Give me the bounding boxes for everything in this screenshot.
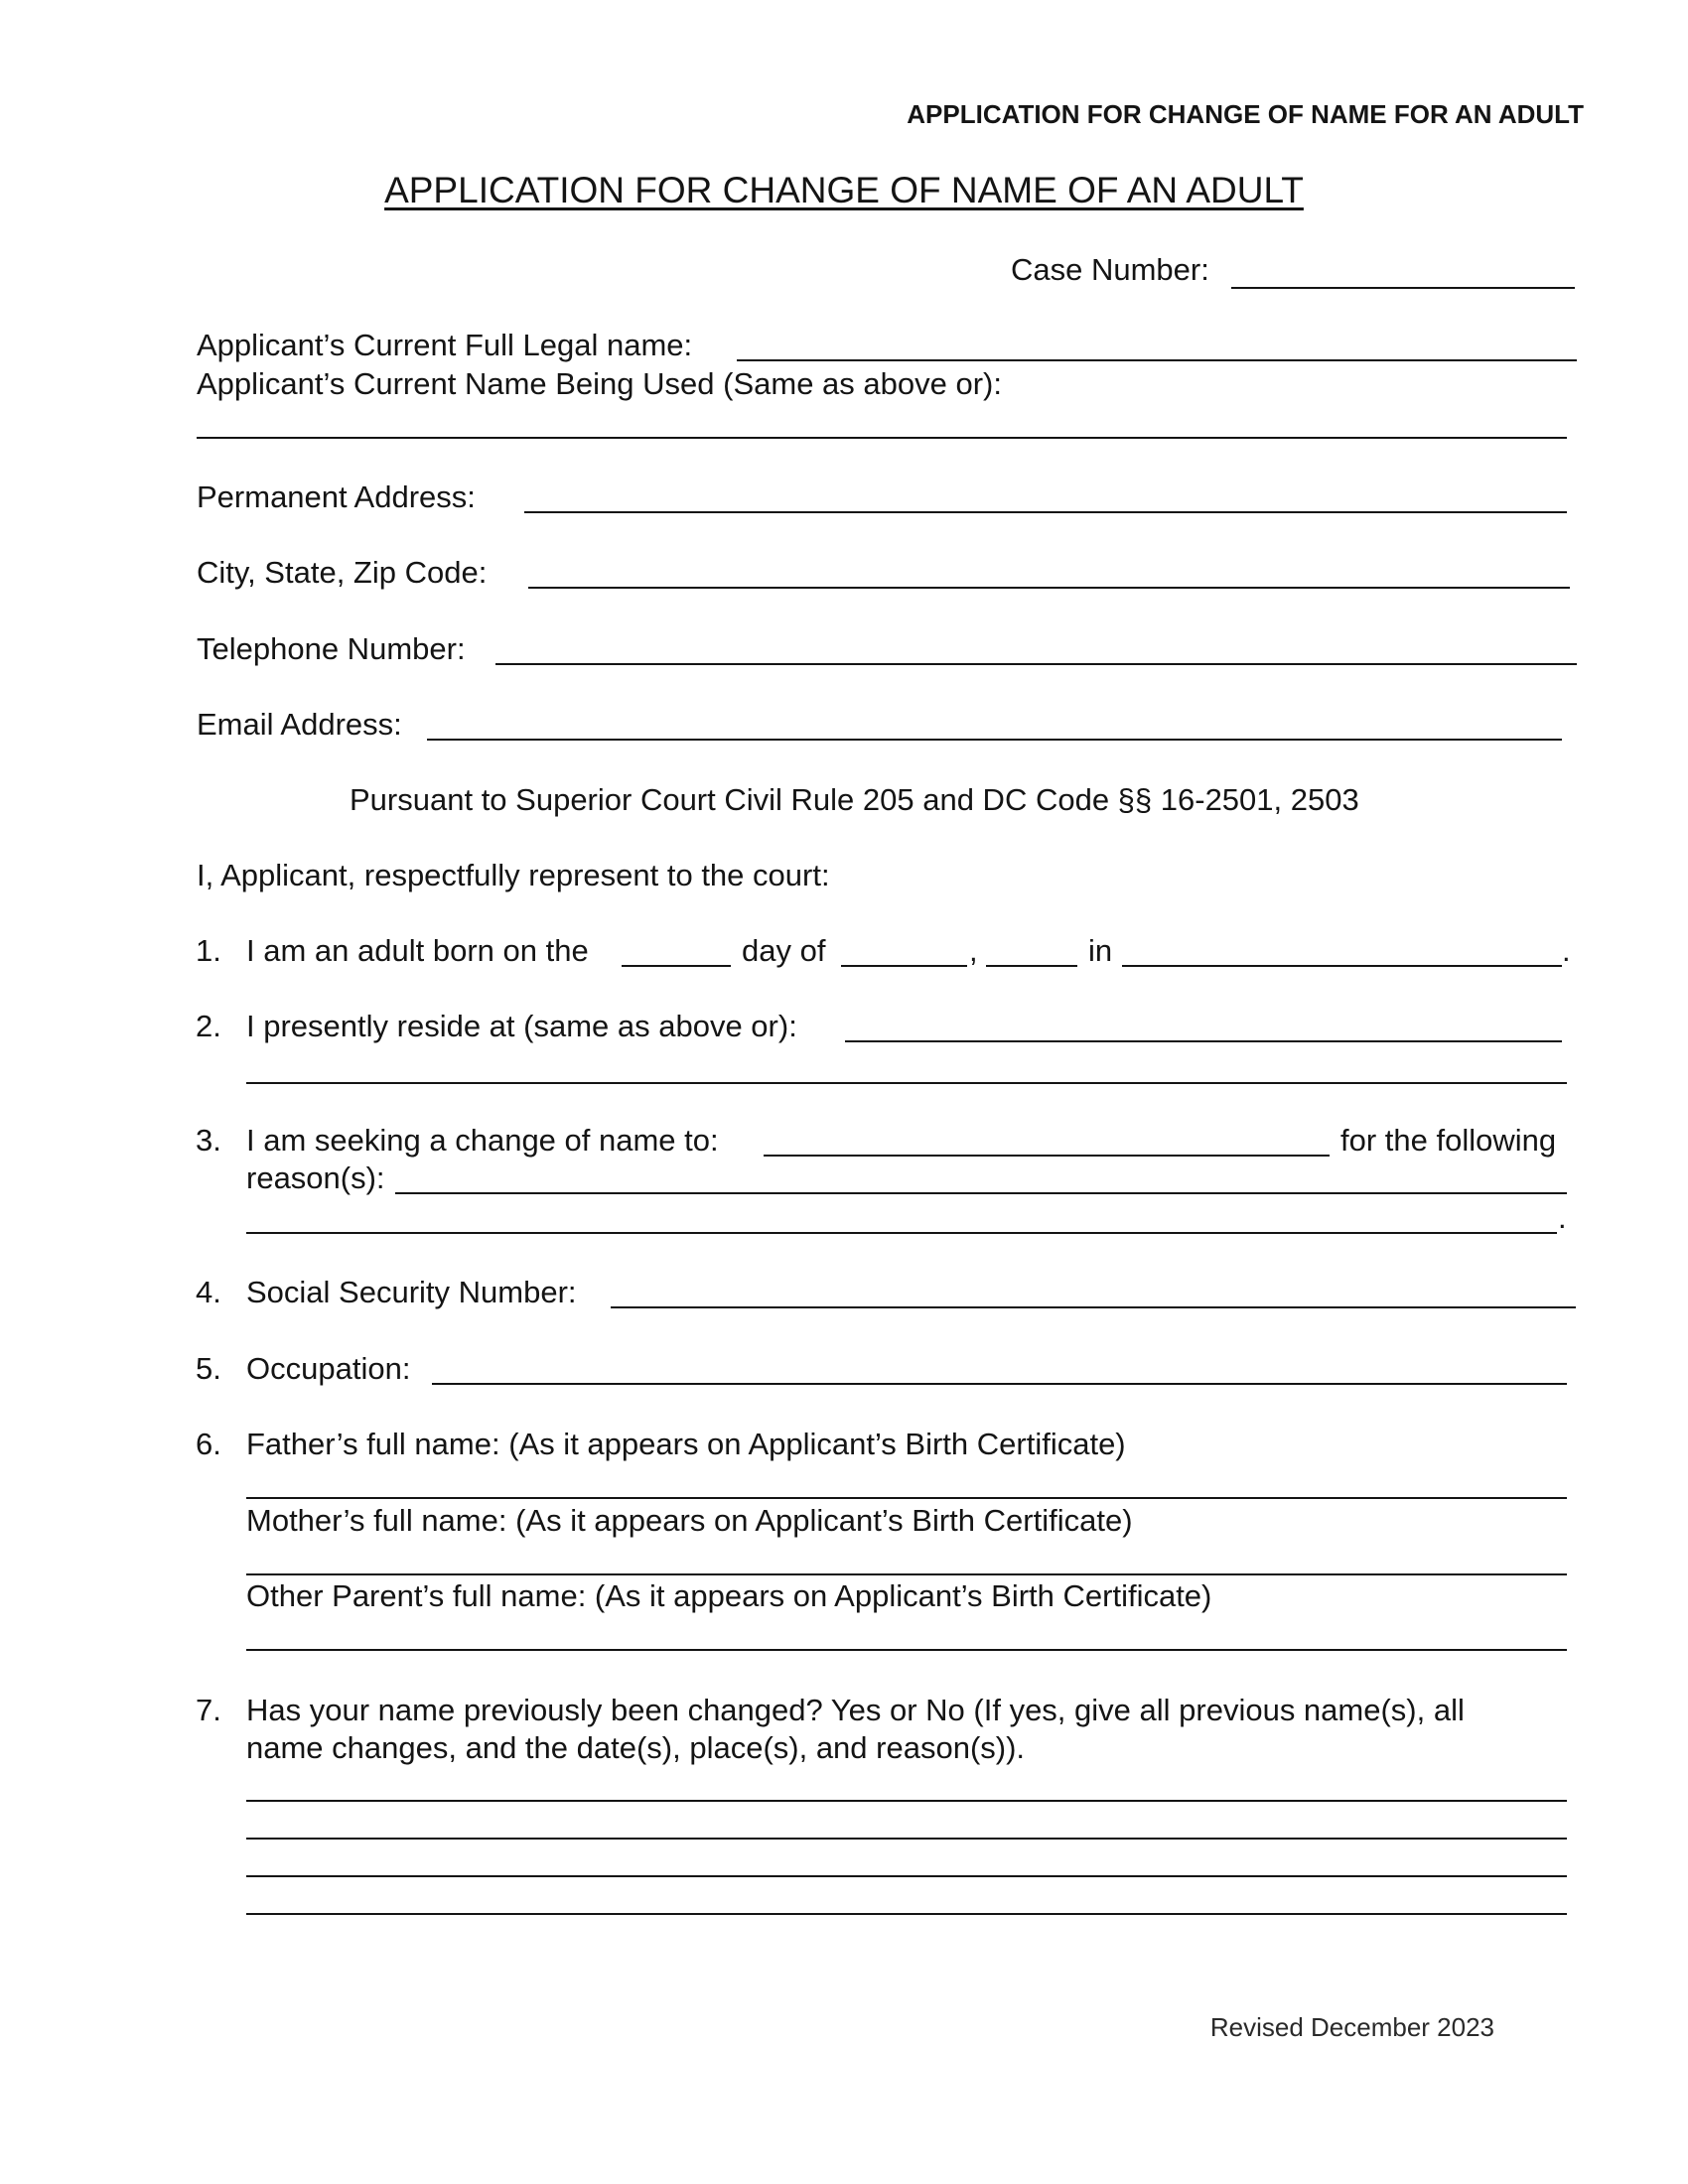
- item-3-reasons-label: reason(s):: [246, 1160, 385, 1195]
- item-1-comma: ,: [969, 933, 978, 968]
- item-1-day-of: day of: [742, 933, 826, 968]
- item-6-number: 6.: [196, 1427, 221, 1461]
- pursuant-statement: Pursuant to Superior Court Civil Rule 205 and DC Code §§ 16-2501, 2503: [350, 782, 1359, 817]
- previous-names-field-4[interactable]: [246, 1913, 1567, 1915]
- current-legal-name-label: Applicant’s Current Full Legal name:: [197, 328, 693, 362]
- reasons-field-1[interactable]: [395, 1192, 1567, 1194]
- item-3-text: I am seeking a change of name to:: [246, 1123, 719, 1158]
- item-7-number: 7.: [196, 1693, 221, 1727]
- current-legal-name-field[interactable]: [737, 359, 1577, 361]
- item-2-text: I presently reside at (same as above or):: [246, 1009, 797, 1043]
- previous-names-field-2[interactable]: [246, 1838, 1567, 1840]
- item-2-number: 2.: [196, 1009, 221, 1043]
- case-number-field[interactable]: [1231, 287, 1575, 289]
- email-field[interactable]: [427, 739, 1562, 741]
- permanent-address-field[interactable]: [524, 511, 1567, 513]
- item-3-number: 3.: [196, 1123, 221, 1158]
- father-name-label: Father’s full name: (As it appears on Applicant’s Birth Certificate): [246, 1427, 1126, 1461]
- form-title: APPLICATION FOR CHANGE OF NAME OF AN ADULT: [384, 170, 1304, 210]
- birth-year-field[interactable]: [986, 965, 1077, 967]
- ssn-field[interactable]: [611, 1306, 1576, 1308]
- item-7-question: Has your name previously been changed? Yes or No (If yes, give all previous name(s), all: [246, 1693, 1465, 1727]
- other-parent-name-field[interactable]: [246, 1649, 1567, 1651]
- current-name-used-label: Applicant’s Current Name Being Used (Same as above or):: [197, 366, 1002, 401]
- previous-names-field-1[interactable]: [246, 1800, 1567, 1802]
- city-state-zip-label: City, State, Zip Code:: [197, 555, 488, 590]
- item-1-period: .: [1562, 933, 1571, 968]
- item-7-question-cont: name changes, and the date(s), place(s), and reason(s)).: [246, 1730, 1026, 1765]
- item-1-number: 1.: [196, 933, 221, 968]
- item-1-text: I am an adult born on the: [246, 933, 589, 968]
- occupation-field[interactable]: [432, 1383, 1567, 1385]
- revision-date: Revised December 2023: [1209, 2012, 1494, 2042]
- item-5-number: 5.: [196, 1351, 221, 1386]
- birth-month-field[interactable]: [841, 965, 967, 967]
- item-3-period: .: [1558, 1200, 1567, 1235]
- mother-name-label: Mother’s full name: (As it appears on Applicant’s Birth Certificate): [246, 1503, 1133, 1538]
- other-parent-name-label: Other Parent’s full name: (As it appears on Applicant’s Birth Certificate): [246, 1578, 1212, 1613]
- ssn-label: Social Security Number:: [246, 1275, 577, 1309]
- mother-name-field[interactable]: [246, 1573, 1567, 1575]
- item-1-in: in: [1088, 933, 1113, 968]
- residence-field-2[interactable]: [246, 1082, 1567, 1084]
- permanent-address-label: Permanent Address:: [197, 479, 476, 514]
- intro-statement: I, Applicant, respectfully represent to the court:: [197, 858, 830, 892]
- new-name-field[interactable]: [764, 1155, 1330, 1157]
- running-header: APPLICATION FOR CHANGE OF NAME FOR AN ADULT: [907, 99, 1584, 129]
- birth-place-field[interactable]: [1122, 965, 1562, 967]
- case-number-label: Case Number:: [1011, 252, 1209, 287]
- item-3-following: for the following: [1340, 1123, 1557, 1158]
- residence-field-1[interactable]: [845, 1040, 1562, 1042]
- father-name-field[interactable]: [246, 1497, 1567, 1499]
- current-name-used-field[interactable]: [197, 437, 1567, 439]
- reasons-field-2[interactable]: [246, 1232, 1557, 1234]
- occupation-label: Occupation:: [246, 1351, 411, 1386]
- item-4-number: 4.: [196, 1275, 221, 1309]
- birth-day-field[interactable]: [622, 965, 731, 967]
- email-label: Email Address:: [197, 707, 402, 742]
- telephone-field[interactable]: [495, 663, 1577, 665]
- previous-names-field-3[interactable]: [246, 1875, 1567, 1877]
- telephone-label: Telephone Number:: [197, 631, 466, 666]
- city-state-zip-field[interactable]: [528, 587, 1570, 589]
